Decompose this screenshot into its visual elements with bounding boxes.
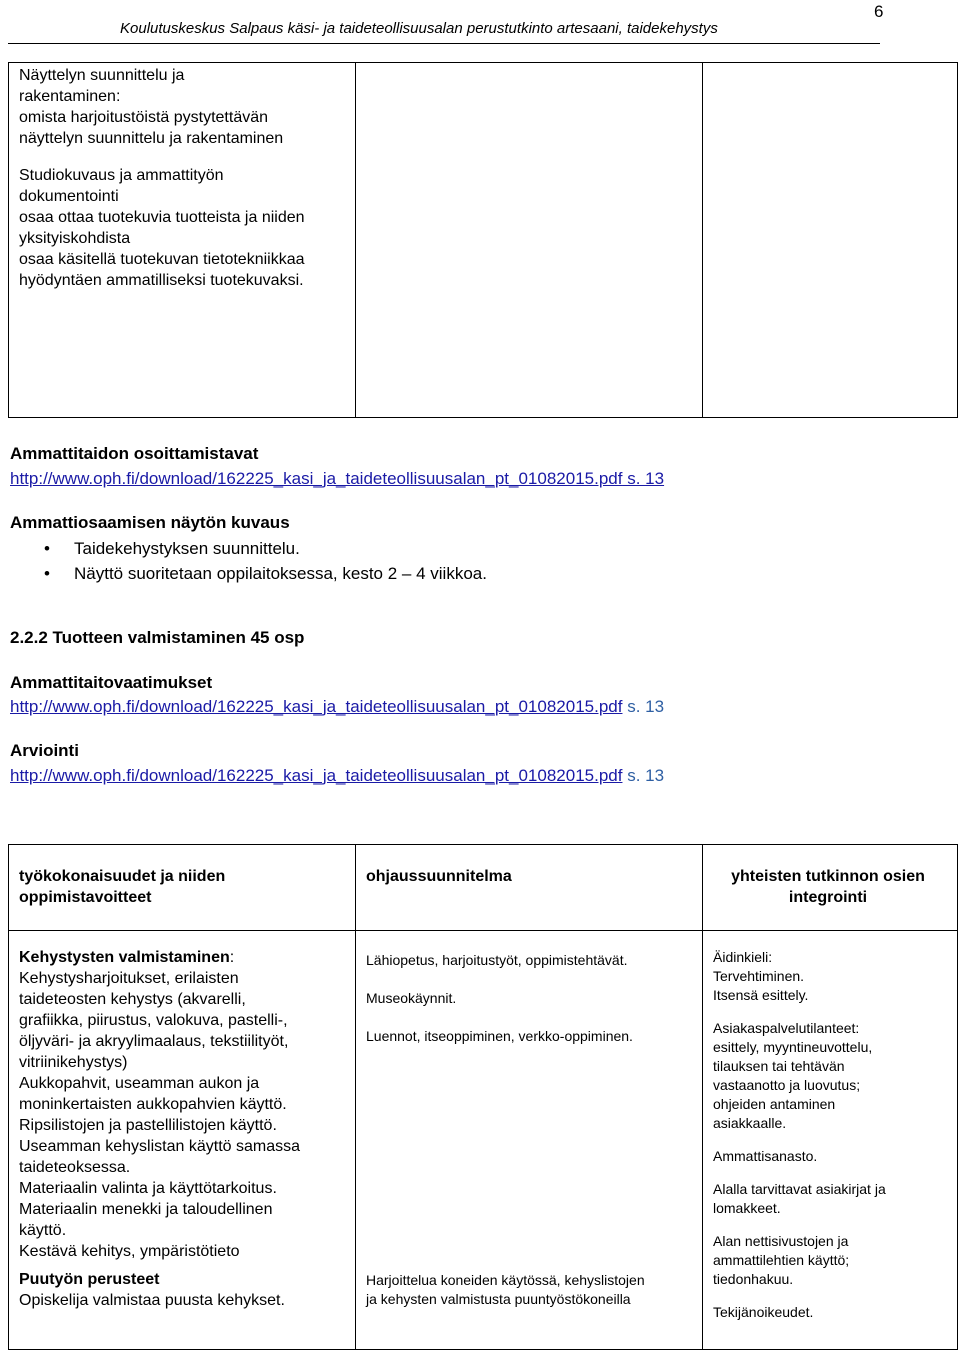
top-table-line: omista harjoitustöistä pystytettävän [19, 109, 269, 126]
guidance-item: Museokäynnit. [366, 990, 457, 1006]
integration-line [713, 1166, 947, 1180]
work-unit-line: vitriinikehystys) [19, 1054, 128, 1071]
work-unit-line: Materiaalin menekki ja taloudellinen [19, 1201, 273, 1218]
demonstration-bullet-list [44, 536, 487, 586]
page-number: 6 [874, 2, 884, 21]
work-unit-line: Kehystysharjoitukset, erilaisten [19, 970, 239, 987]
top-table-line: dokumentointi [19, 188, 119, 205]
integration-line: ammattilehtien käyttö; [713, 1252, 850, 1268]
work-unit-line: käyttö. [19, 1222, 67, 1239]
top-table-line: Studiokuvaus ja ammattityön [19, 167, 224, 184]
top-table-line [19, 149, 345, 165]
work-unit-title-bold: Kehystysten valmistaminen [19, 949, 230, 966]
heading-product-manufacturing: 2.2.2 Tuotteen valmistaminen 45 osp [10, 628, 305, 647]
guidance-item: Lähiopetus, harjoitustyöt, oppimistehtävät. [366, 952, 628, 968]
top-table-cell-2 [356, 63, 703, 418]
header-divider [8, 43, 880, 44]
integration-line: lomakkeet. [713, 1200, 781, 1216]
top-table-col1-text [9, 63, 355, 291]
work-unit-title [19, 947, 345, 968]
heading-demonstration-methods: Ammattitaidon osoittamistavat [10, 444, 259, 463]
sub-unit-text: Opiskelija valmistaa puusta kehykset. [19, 1292, 285, 1309]
top-table-cell-1 [9, 63, 356, 418]
oph-pdf-link-1[interactable]: http://www.oph.fi/download/162225_kasi_ja_taideteollisuusalan_pt_01082015.pdf [10, 469, 623, 488]
integration-line: Ammattisanasto. [713, 1148, 818, 1164]
link-line-2 [10, 697, 664, 717]
integration-line [713, 1005, 947, 1019]
top-table-cell-3 [703, 63, 958, 418]
work-unit-line: taideteoksessa. [19, 1159, 131, 1176]
integration-line: Alalla tarvittavat asiakirjat ja [713, 1181, 886, 1197]
work-unit-line: Kestävä kehitys, ympäristötieto [19, 1243, 240, 1260]
bullet-item: • Näyttö suoritetaan oppilaitoksessa, kesto 2 – 4 viikkoa. [44, 561, 487, 586]
guidance-item: Luennot, itseoppiminen, verkko-oppiminen. [366, 1028, 633, 1044]
integration-line: Äidinkieli: [713, 949, 773, 965]
integration-line: ohjeiden antaminen [713, 1096, 836, 1112]
integration-line [713, 1133, 947, 1147]
guidance-bottom-line: ja kehysten valmistusta puuntyöstökoneilla [366, 1291, 631, 1307]
bottom-table [8, 844, 958, 1350]
oph-pdf-link-2[interactable]: http://www.oph.fi/download/162225_kasi_ja_taideteollisuusalan_pt_01082015.pdf [10, 697, 623, 716]
column-header-work-units: työkokonaisuudet ja niiden oppimistavoitteet [19, 868, 226, 906]
sub-unit-title: Puutyön perusteet [19, 1271, 160, 1288]
bottom-header-cell-1 [9, 845, 356, 931]
oph-pdf-link-3[interactable]: http://www.oph.fi/download/162225_kasi_ja_taideteollisuusalan_pt_01082015.pdf [10, 766, 623, 785]
oph-pdf-ref-2: s. 13 [622, 697, 665, 716]
integration-line: esittely, myyntineuvottelu, [713, 1039, 873, 1055]
integration-line: Tekijänoikeudet. [713, 1304, 814, 1320]
document-header-title: Koulutuskeskus Salpaus käsi- ja taideteollisuusalan perustutkinto artesaani, taidekehystys [120, 20, 718, 37]
top-table-line: näyttelyn suunnittelu ja rakentaminen [19, 130, 284, 147]
top-table-line: osaa käsitellä tuotekuvan tietotekniikkaa [19, 251, 305, 268]
work-unit-line: Useamman kehyslistan käyttö samassa [19, 1138, 300, 1155]
integration-line: vastaanotto ja luovutus; [713, 1077, 861, 1093]
top-table-line: Näyttelyn suunnittelu ja [19, 67, 185, 84]
top-table-line: rakentaminen: [19, 88, 121, 105]
bottom-body-cell-1 [9, 931, 356, 1350]
integration-line: tilauksen tai tehtävän [713, 1058, 845, 1074]
integration-lines [703, 931, 957, 1322]
bullet-item: • Taidekehystyksen suunnittelu. [44, 536, 487, 561]
bottom-body-cell-3 [703, 931, 958, 1350]
bottom-header-cell-3 [703, 845, 958, 931]
integration-line: Itsensä esittely. [713, 987, 809, 1003]
top-table [8, 62, 958, 418]
integration-line: tiedonhakuu. [713, 1271, 794, 1287]
top-table-line: hyödyntäen ammatilliseksi tuotekuvaksi. [19, 272, 304, 289]
work-unit-lines [19, 968, 345, 1262]
top-table-line: osaa ottaa tuotekuvia tuotteista ja niiden [19, 209, 305, 226]
oph-pdf-ref-1[interactable]: s. 13 [622, 469, 665, 488]
work-unit-line: öljyväri- ja akryylimaalaus, tekstiilityöt, [19, 1033, 289, 1050]
heading-assessment: Arviointi [10, 741, 79, 760]
guidance-bottom-line: Harjoittelua koneiden käytössä, kehyslistojen [366, 1272, 645, 1288]
integration-line: Tervehtiminen. [713, 968, 805, 984]
work-unit-line: Ripsilistojen ja pastellilistojen käyttö. [19, 1117, 277, 1134]
work-unit-line: Aukkopahvit, useamman aukon ja [19, 1075, 260, 1092]
integration-line: Asiakaspalvelutilanteet: [713, 1020, 860, 1036]
link-line-1 [10, 469, 664, 489]
column-header-integration: yhteisten tutkinnon osien integrointi [731, 868, 925, 906]
work-unit-title-colon: : [229, 949, 235, 966]
bottom-body-cell-2 [356, 931, 703, 1350]
integration-line [713, 1218, 947, 1232]
work-unit-line: grafiikka, piirustus, valokuva, pastelli-, [19, 1012, 288, 1029]
heading-demonstration-description: Ammattiosaamisen näytön kuvaus [10, 513, 290, 532]
link-line-3 [10, 766, 664, 786]
integration-line: Alan nettisivustojen ja [713, 1233, 849, 1249]
work-unit-line: moninkertaisten aukkopahvien käyttö. [19, 1096, 287, 1113]
column-header-guidance-plan: ohjaussuunnitelma [366, 868, 512, 885]
integration-line [713, 1289, 947, 1303]
integration-line: asiakkaalle. [713, 1115, 787, 1131]
oph-pdf-ref-3: s. 13 [622, 766, 665, 785]
heading-skill-requirements: Ammattitaitovaatimukset [10, 673, 213, 692]
work-unit-line: taideteosten kehystys (akvarelli, [19, 991, 246, 1008]
top-table-line: yksityiskohdista [19, 230, 131, 247]
bottom-header-cell-2 [356, 845, 703, 931]
work-unit-line: Materiaalin valinta ja käyttötarkoitus. [19, 1180, 277, 1197]
